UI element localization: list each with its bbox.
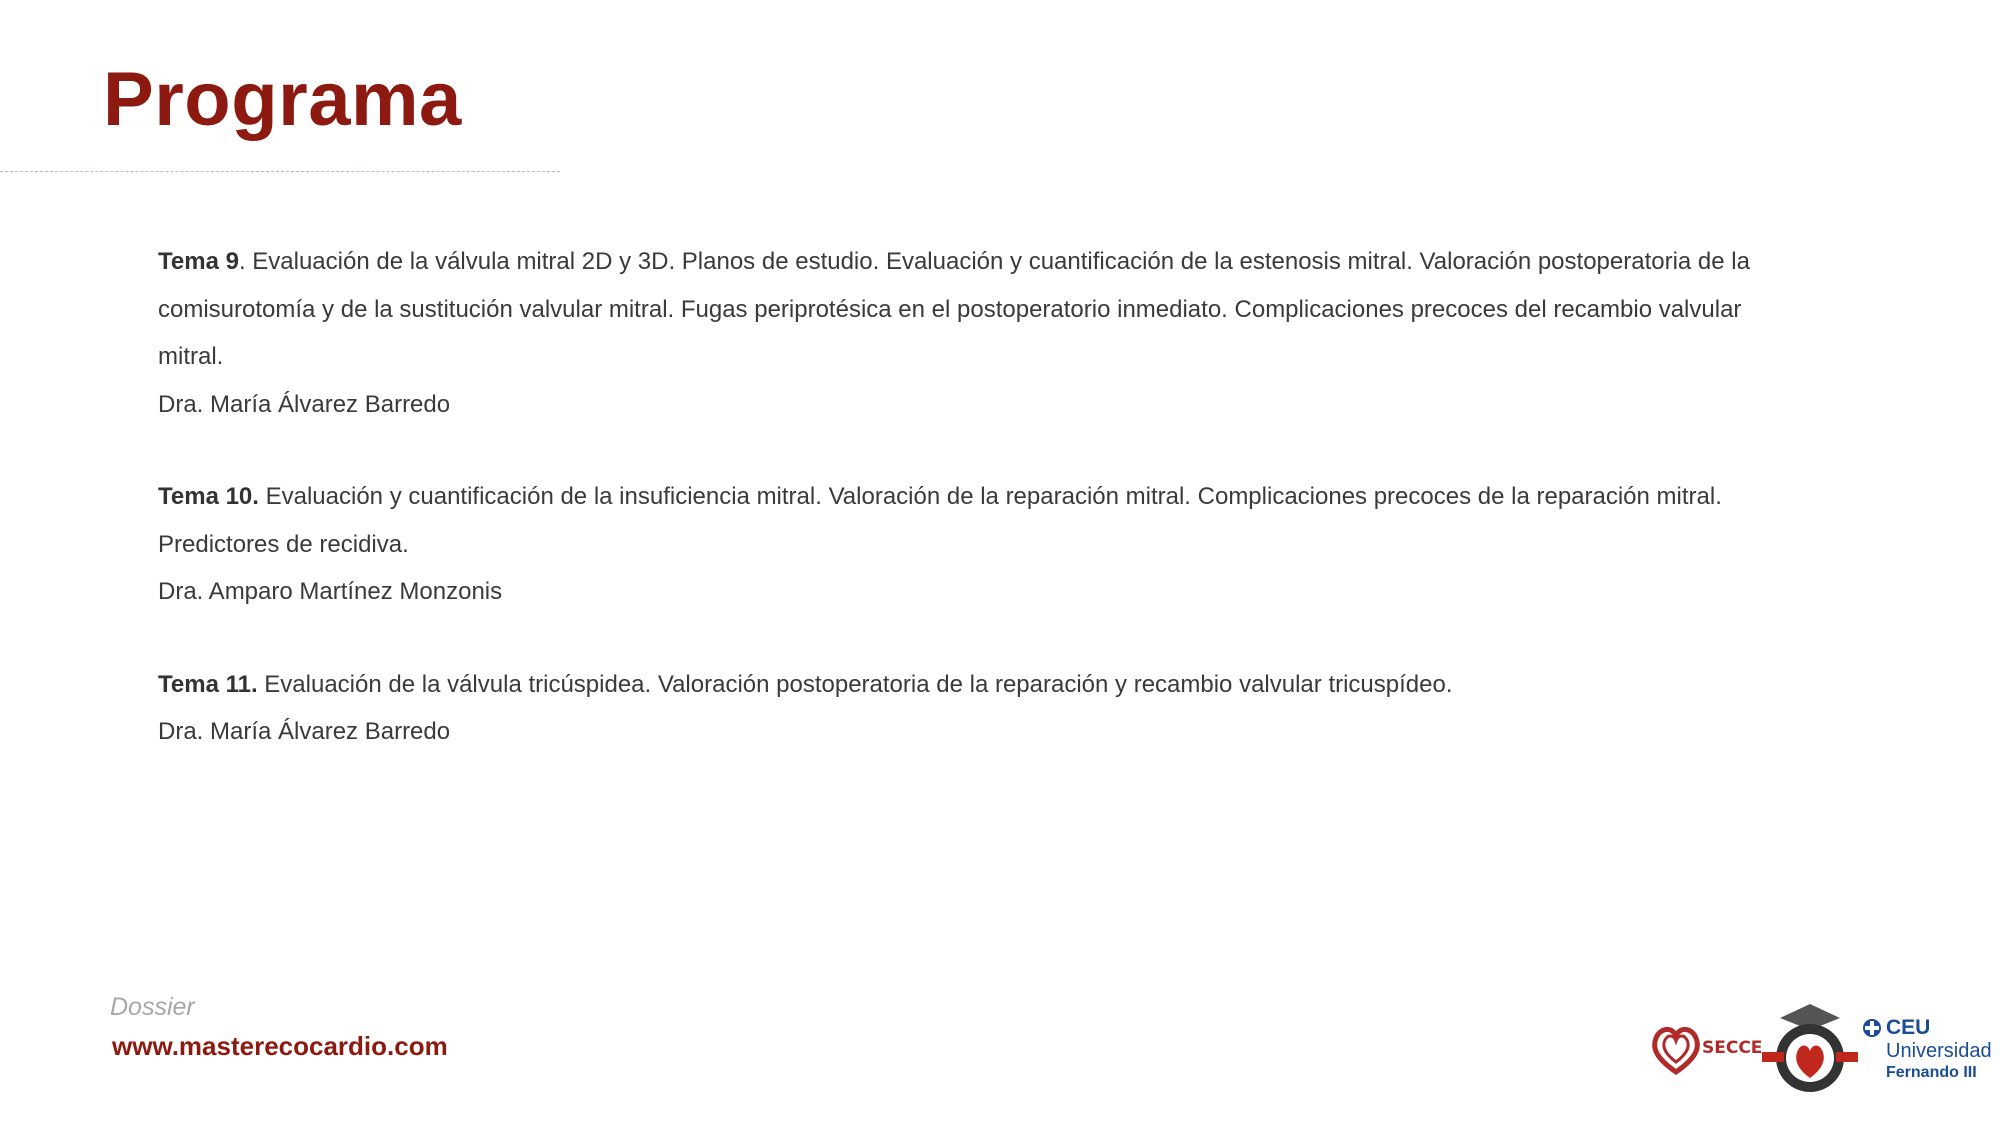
page-title: Programa [103, 57, 462, 142]
website-link[interactable]: www.masterecocardio.com [112, 1031, 448, 1061]
tema-text: Evaluación de la válvula tricúspidea. Valoración postoperatoria de la reparación y recambio valvular tricuspídeo. [257, 670, 1453, 698]
tema-block-9 [158, 238, 1758, 428]
ceu-logo-brand: CEU [1886, 1016, 1931, 1039]
tema-block-11 [158, 661, 1758, 756]
tema-block-10 [158, 473, 1758, 616]
tema-label: Tema 11. [158, 670, 258, 698]
tema-label: Tema 10. [158, 483, 259, 510]
secce-logo-text: SECCE [1702, 1038, 1763, 1058]
tema-doctor: Dra. María Álvarez Barredo [158, 718, 451, 745]
campus-cardiovascular-seal-icon [1760, 1000, 1860, 1100]
dossier-label: Dossier [110, 993, 195, 1021]
partner-logos [1650, 1000, 1995, 1100]
ceu-logo-line2: Fernando III [1886, 1064, 1977, 1081]
ceu-logo-line1: Universidad [1886, 1040, 1992, 1062]
tema-doctor: Dra. Amparo Martínez Monzonis [158, 578, 503, 605]
tema-text: . Evaluación de la válvula mitral 2D y 3D. Planos de estudio. Evaluación y cuantificación de la estenosis mitral. Valoración postoperatoria de la comisurotomía y de la sustitución valvular mitral. Fugas periprotésica en el postoperatorio inmediato. Complicaciones precoces del recambio valvular mitral. [158, 248, 1750, 370]
tema-text: Evaluación y cuantificación de la insuficiencia mitral. Valoración de la reparación mitral. Complicaciones precoces de la reparación mitral. Predictores de recidiva. [158, 483, 1722, 558]
tema-doctor: Dra. María Álvarez Barredo [158, 390, 451, 418]
program-content [158, 238, 1758, 801]
tema-label: Tema 9 [158, 248, 239, 275]
title-divider [0, 171, 560, 172]
